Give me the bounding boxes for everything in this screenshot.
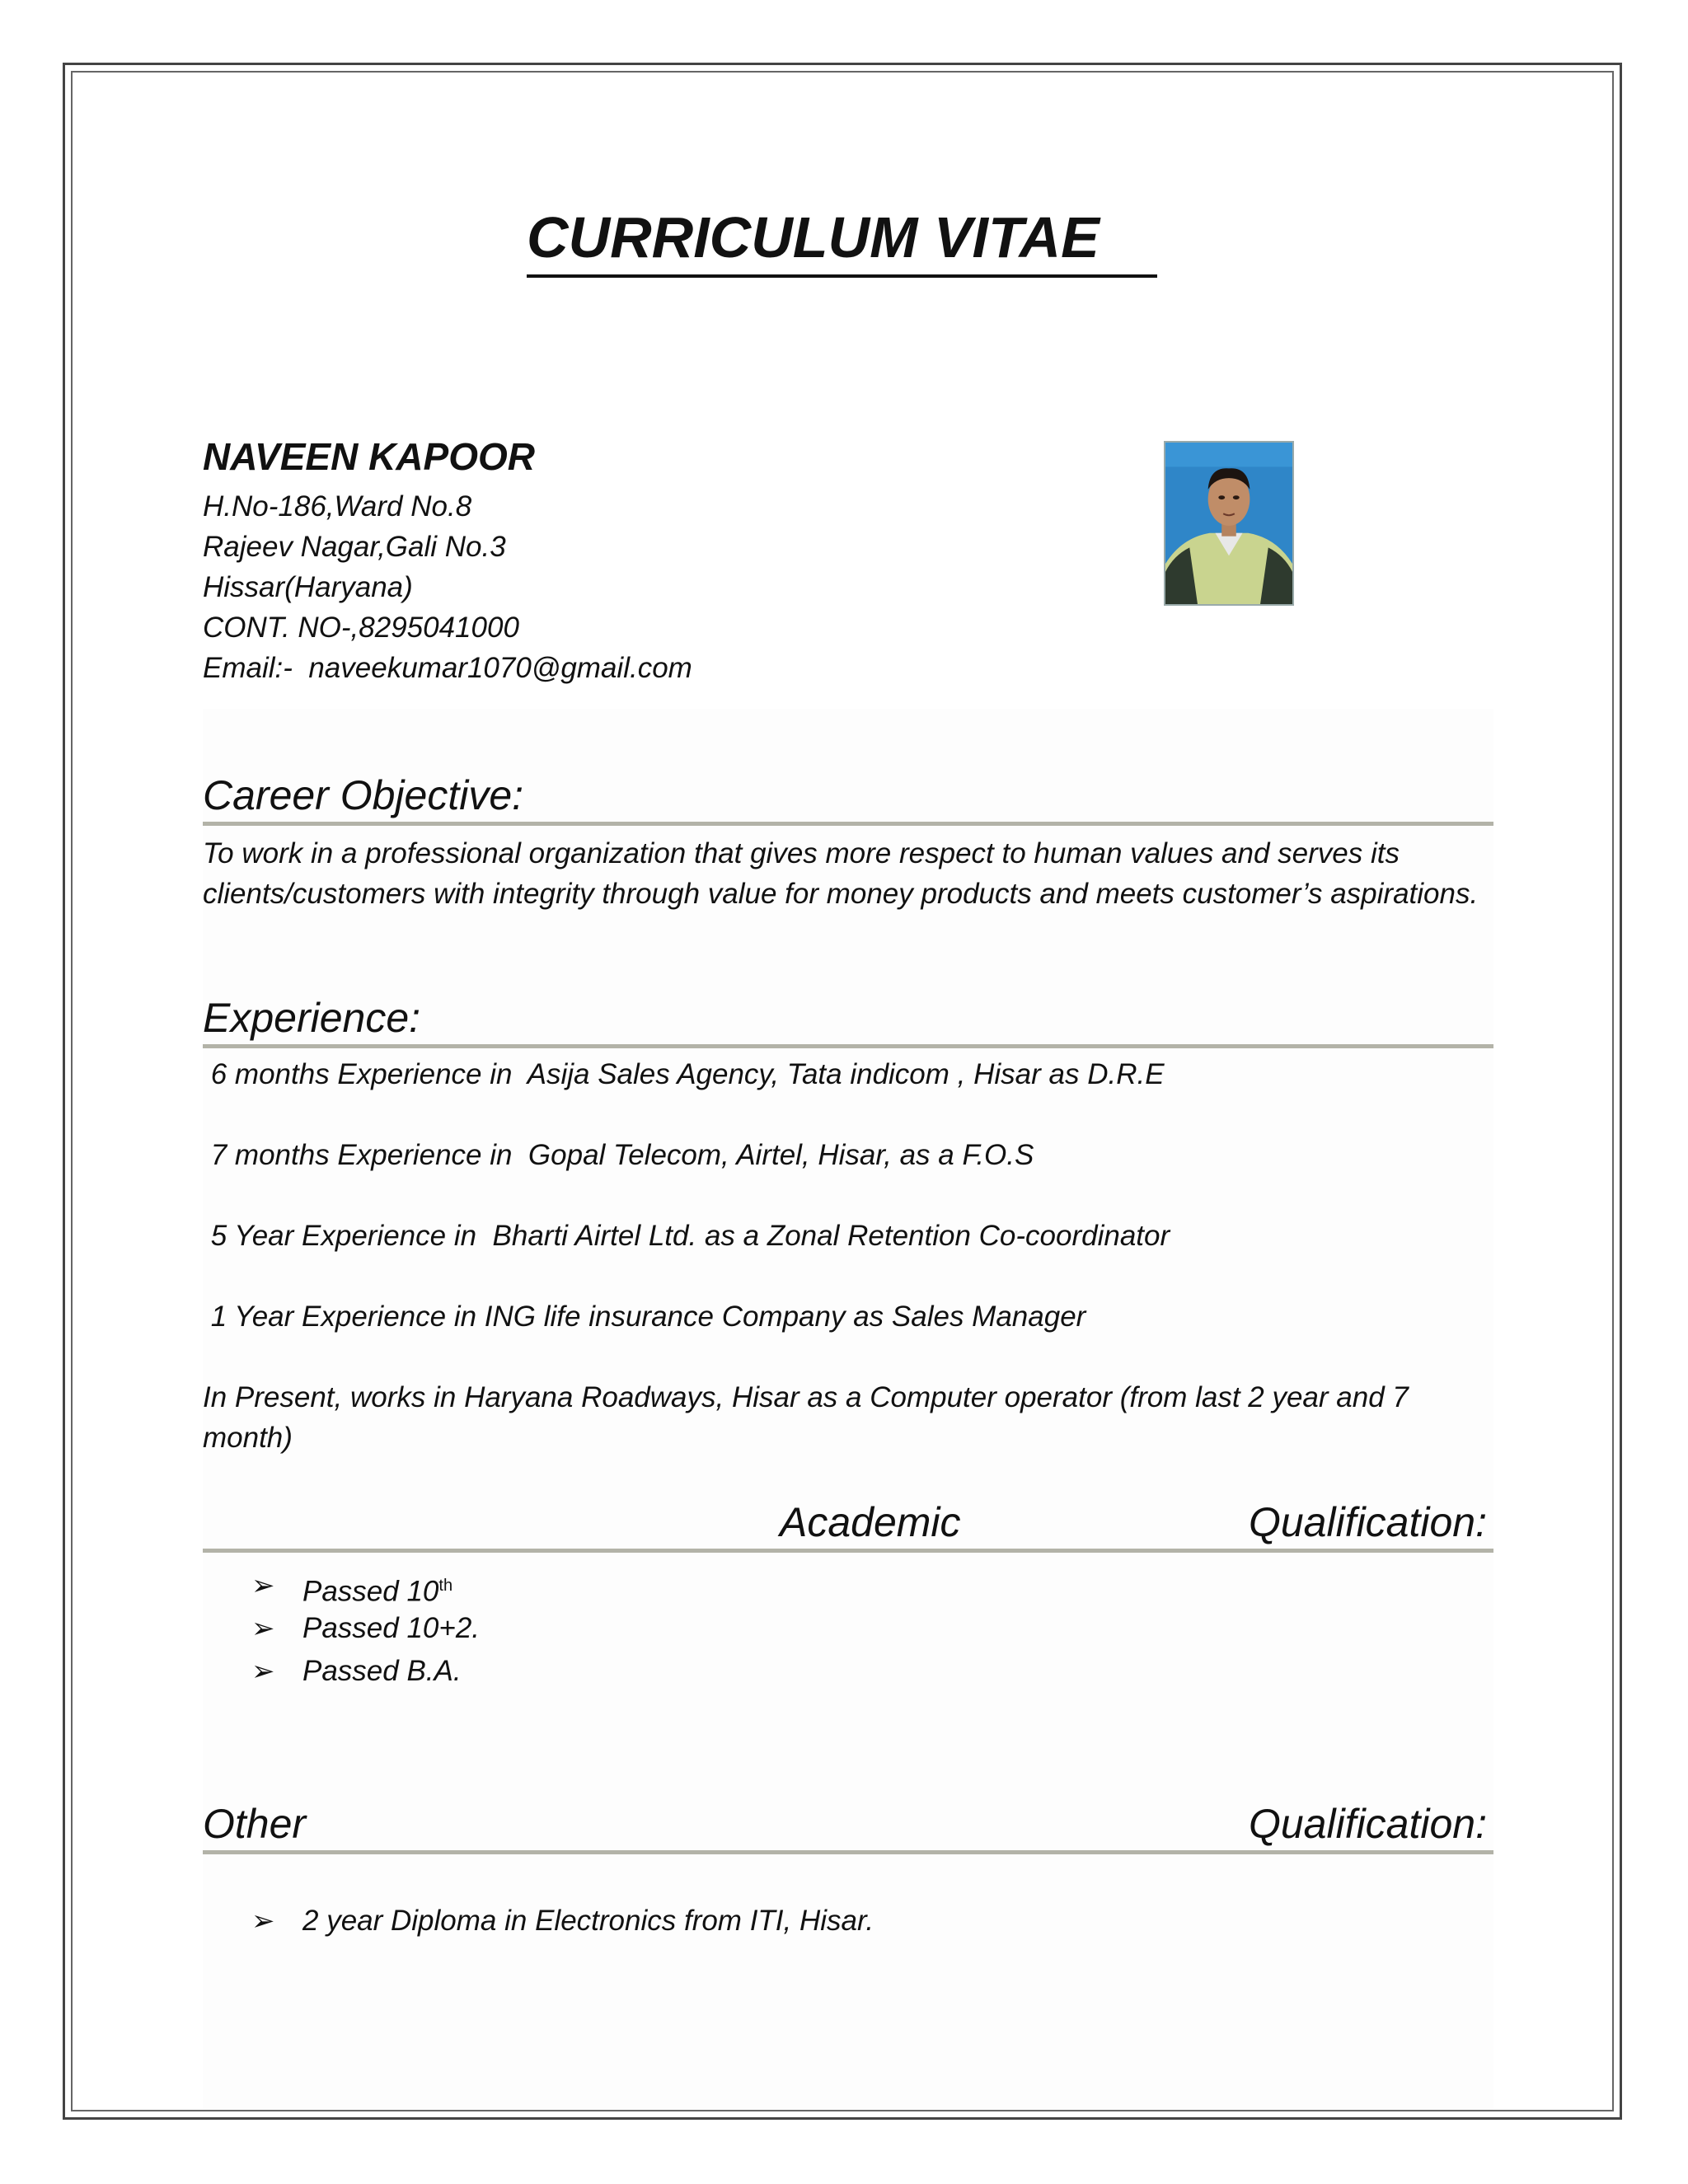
- heading-right: Qualification:: [1248, 1801, 1487, 1847]
- career-objective-heading: Career Objective:: [203, 773, 1493, 826]
- experience-item-current: In Present, works in Haryana Roadways, Hisar as a Computer operator (from last 2 year and 7 month): [203, 1381, 1409, 1454]
- address-line: Hissar(Haryana): [203, 571, 413, 603]
- heading-left: Other: [203, 1801, 307, 1847]
- list-item: [251, 1607, 480, 1650]
- profile-photo: [1164, 441, 1294, 606]
- academic-item: Passed B.A.: [302, 1655, 462, 1687]
- candidate-name: NAVEEN KAPOOR: [203, 435, 535, 478]
- experience-item: 5 Year Experience in Bharti Airtel Ltd. as a Zonal Retention Co-coordinator: [203, 1220, 1170, 1252]
- other-qualification-item: 2 year Diploma in Electronics from ITI, Hisar.: [302, 1905, 874, 1937]
- list-item: [251, 1650, 462, 1693]
- career-objective-text: To work in a professional organization that gives more respect to human values and serves its clients/customers with integrity through value for money products and meets customer’s aspirations.: [203, 837, 1479, 910]
- contact-block: [203, 486, 692, 688]
- experience-item: 7 months Experience in Gopal Telecom, Airtel, Hisar, as a F.O.S: [203, 1139, 1034, 1171]
- arrow-bullet-icon: ➢: [251, 1613, 275, 1644]
- experience-item: 1 Year Experience in ING life insurance Company as Sales Manager: [203, 1301, 1086, 1333]
- email-line: Email:- naveekumar1070@gmail.com: [203, 652, 692, 684]
- heading-left: Academic: [780, 1499, 961, 1545]
- academic-item: Passed 10th: [302, 1575, 453, 1608]
- arrow-bullet-icon: ➢: [251, 1570, 275, 1601]
- page-title: CURRICULUM VITAE: [527, 206, 1157, 278]
- academic-qualification-heading: [203, 1500, 1493, 1553]
- experience-heading: Experience:: [203, 996, 1493, 1048]
- list-item: [251, 1564, 452, 1614]
- arrow-bullet-icon: ➢: [251, 1905, 275, 1937]
- experience-item: 6 months Experience in Asija Sales Agency, Tata indicom , Hisar as D.R.E: [203, 1058, 1165, 1090]
- address-line: H.No-186,Ward No.8: [203, 490, 472, 523]
- phone-line: CONT. NO-,8295041000: [203, 612, 519, 644]
- academic-item: Passed 10+2.: [302, 1612, 481, 1644]
- heading-right: Qualification:: [1248, 1499, 1487, 1545]
- other-qualification-heading: [203, 1802, 1493, 1854]
- address-line: Rajeev Nagar,Gali No.3: [203, 531, 506, 563]
- arrow-bullet-icon: ➢: [251, 1656, 275, 1687]
- list-item: [251, 1900, 874, 1943]
